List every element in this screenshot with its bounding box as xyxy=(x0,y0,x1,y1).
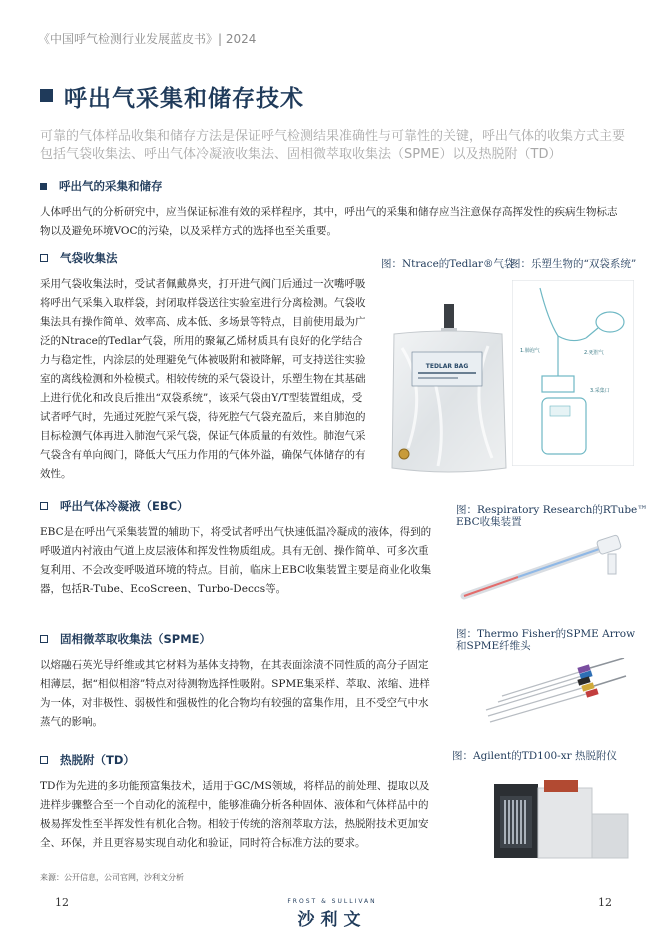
caption-line: 图：Thermo Fisher的SPME Arrow xyxy=(456,628,636,640)
report-header: 《中国呼气检测行业发展蓝皮书》| 2024 xyxy=(38,32,257,46)
bag-label: TEDLAR BAG xyxy=(425,363,469,370)
instrument-base xyxy=(592,814,628,858)
bag-port xyxy=(399,449,409,459)
rtube-stripe xyxy=(464,577,518,596)
page-number-right: 12 xyxy=(598,896,612,909)
td-paragraph: TD作为先进的多功能预富集技术，适用于GC/MS领域，将样品的前处理、提取以及进样步骤整合至一个自动化的流程中，能够准确分析各种固体、液体和气体样品中的极易挥发性至半挥发性有机化合物。相较于传统的溶剂萃取方法，热脱附技术更加安全、环保，并且更容易实现自动化和验证，同时符合标准方法的要求。 xyxy=(40,780,430,849)
caption-rtube xyxy=(456,504,648,528)
bag-label-line xyxy=(418,372,476,374)
rtube-mouthpiece xyxy=(608,554,616,574)
section-heading-spme xyxy=(40,631,211,647)
ebc-paragraph: EBC是在呼出气采集装置的辅助下，将受试者呼出气快速低温冷凝成的液体，得到的呼吸道内衬液由气道上皮层液体和挥发性物质组成。具有无创、操作简单、可多次重复利用、不会改变呼吸道环境的特点。目前，临床上EBC收集装置主要是商业化收集器，包括R-Tube、EcoScreen、Turbo-Deccs等。 xyxy=(40,526,432,595)
rtube-image xyxy=(458,532,638,602)
caption-td: 图：Agilent的TD100-xr 热脱附仪 xyxy=(452,750,618,762)
rtube-stripe xyxy=(518,546,608,577)
heading-marker xyxy=(40,183,47,190)
logo-text-main: 沙利文 xyxy=(297,910,367,930)
heading-text: 呼出气体冷凝液（EBC） xyxy=(60,499,189,513)
bag-tag xyxy=(550,406,570,416)
heading-marker xyxy=(40,635,48,643)
spme-fibers-image xyxy=(478,658,628,726)
rtube-valve xyxy=(596,535,621,555)
fiber-group xyxy=(486,670,586,722)
gas-bag-paragraph: 采用气袋收集法时，受试者佩戴鼻夹，打开进气阀门后通过一次嘴呼吸将呼出气采集入取样袋，封闭取样袋送往实验室进行分离检测。气袋收集法具有操作简单、效率高、成本低、多场景等特点，目前使用最为广泛的Ntrace的Tedlar气袋，所用的聚氟乙烯材质具有良好的化学结合力与稳定性，内涂层的处理避免气体被吸附和被降解，可支持送往实验室的离线检测和外检模式。相较传统的采气袋设计，乐塑生物在其基础上进行优化和改良后推出“双袋系统”，该采气袋由Y/T型装置组成，受试者呼气时，先通过死腔气采气袋，待死腔气气袋充盈后，来自肺泡的目标检测气体再进入肺泡气采气袋，保证气体质量的有效性。肺泡气采气袋含有单向阀门，降低大气压力作用的气体外溢，确保气体储存的有效性。 xyxy=(40,278,366,480)
fiber-needle xyxy=(590,658,624,668)
td100-instrument-image xyxy=(488,774,636,862)
title-marker xyxy=(40,89,53,102)
tedlar-bag-image xyxy=(388,298,508,480)
page-number-left: 12 xyxy=(55,896,69,909)
caption-spme xyxy=(456,628,635,652)
main-paragraph: 人体呼出气的分析研究中，应当保证标准有效的采样程序，其中，呼出气的采集和储存应当注意保存高挥发性的疾病生物标志物以及避免环境VOC的污染，以及采样方式的选择也至关重要。 xyxy=(40,206,618,237)
caption-tedlar: 图：Ntrace的Tedlar®气袋 xyxy=(381,258,515,270)
heading-text: 气袋收集法 xyxy=(60,251,118,265)
section-heading-ebc xyxy=(40,498,189,514)
heading-marker xyxy=(40,502,48,510)
fiber-needle xyxy=(594,676,626,686)
diagram-label: 3.采集口 xyxy=(590,388,610,394)
section-heading-td xyxy=(40,752,135,768)
double-bag-diagram xyxy=(512,280,634,466)
logo-text-top: FROST & SULLIVAN xyxy=(287,898,377,905)
caption-line: 图：Respiratory Research的RTube™ xyxy=(456,504,648,516)
heading-text: 呼出气的采集和储存 xyxy=(59,179,163,193)
caption-double-bag: 图：乐塑生物的“双袋系统” xyxy=(510,258,637,270)
spme-paragraph: 以熔融石英光导纤维或其它材料为基体支持物，在其表面涂渍不同性质的高分子固定相薄层，据“相似相溶”特点对待测物选择性吸附。SPME集采样、萃取、浓缩、进样为一体，对非极性、弱极性和强极性的化合物均有较强的富集作用，且不受空气中水蒸气的影响。 xyxy=(40,659,430,728)
frost-sullivan-logo xyxy=(282,898,382,930)
heading-marker xyxy=(40,756,48,764)
diagram-label: 1.肺泡气 xyxy=(520,348,540,354)
source-note: 来源：公开信息，公司官网，沙利文分析 xyxy=(40,873,184,882)
diagram-frame xyxy=(512,280,634,466)
instrument-top-module xyxy=(544,780,578,792)
caption-line: 和SPME纤维头 xyxy=(456,640,531,652)
section-heading-gas-bag xyxy=(40,250,118,266)
page-title: 呼出气采集和储存技术 xyxy=(64,86,304,112)
diagram-label: 2.死腔气 xyxy=(584,350,604,356)
intro-paragraph: 可靠的气体样品收集和储存方法是保证呼气检测结果准确性与可靠性的关键，呼出气体的收集方式主要包括气袋收集法、呼出气体冷凝液收集法、固相微萃取收集法（SPME）以及热脱附（TD） xyxy=(40,129,626,162)
bag-label-line xyxy=(418,377,458,379)
section-heading-main xyxy=(40,178,163,194)
heading-marker xyxy=(40,254,48,262)
heading-text: 热脱附（TD） xyxy=(60,753,135,767)
instrument-side xyxy=(538,788,592,858)
heading-text: 固相微萃取收集法（SPME） xyxy=(60,632,212,646)
caption-line: EBC收集装置 xyxy=(456,516,522,528)
